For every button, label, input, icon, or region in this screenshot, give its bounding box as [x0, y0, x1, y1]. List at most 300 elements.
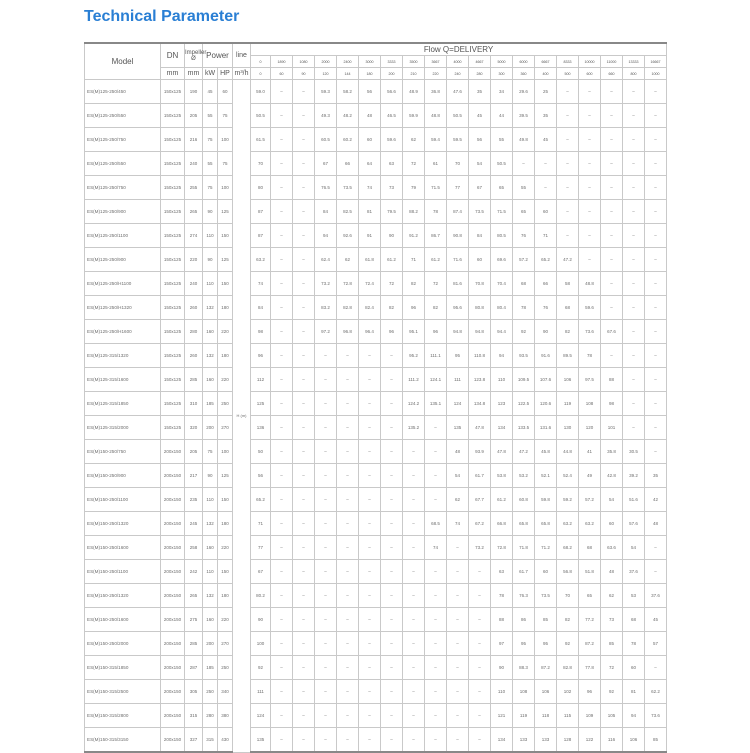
head-value-cell: – [623, 152, 645, 176]
head-value-cell: 94 [491, 344, 513, 368]
head-value-cell: – [469, 560, 491, 584]
head-value-cell: 97 [491, 632, 513, 656]
head-value-cell: – [315, 536, 337, 560]
head-value-cell: – [271, 176, 293, 200]
head-value-cell: 61.5 [251, 128, 271, 152]
kw-cell: 160 [203, 608, 218, 632]
flow-m3h-cell: 13333 [623, 56, 645, 68]
head-value-cell: 87.2 [535, 656, 557, 680]
head-value-cell: 60.5 [315, 128, 337, 152]
head-value-cell: – [601, 248, 623, 272]
kw-cell: 110 [203, 272, 218, 296]
impeller-cell: 240 [185, 272, 203, 296]
head-value-cell: 82 [403, 272, 425, 296]
head-value-cell: 118 [535, 704, 557, 728]
head-value-cell: 72.8 [337, 272, 359, 296]
table-row [85, 80, 667, 104]
head-value-cell: 116 [601, 728, 623, 753]
table-row [85, 200, 667, 224]
table-row [85, 248, 667, 272]
flow-m3h-cell: 1890 [271, 56, 293, 68]
model-cell: ES(M)125-250/H1100 [85, 272, 161, 296]
dn-cell: 150x125 [161, 176, 185, 200]
head-value-cell: – [447, 584, 469, 608]
dn-cell: 200x150 [161, 704, 185, 728]
head-value-cell: 39.5 [513, 104, 535, 128]
flow-ls-cell: 180 [359, 68, 381, 80]
head-value-cell: – [293, 584, 315, 608]
head-value-cell: – [425, 608, 447, 632]
head-value-cell: 48.8 [425, 104, 447, 128]
unit-hp: HP [218, 68, 233, 80]
head-value-cell: 61.7 [469, 464, 491, 488]
head-value-cell: – [315, 728, 337, 753]
head-value-cell: – [337, 512, 359, 536]
head-value-cell: – [645, 128, 667, 152]
head-value-cell: – [293, 656, 315, 680]
head-value-cell: 90 [251, 608, 271, 632]
head-value-cell: – [469, 656, 491, 680]
head-value-cell: 62.4 [315, 248, 337, 272]
head-value-cell: – [359, 368, 381, 392]
head-value-cell: – [381, 584, 403, 608]
head-value-cell: 48 [645, 512, 667, 536]
head-value-cell: – [359, 344, 381, 368]
impeller-cell: 327 [185, 728, 203, 753]
head-value-cell: 87 [251, 200, 271, 224]
hp-cell: 180 [218, 344, 233, 368]
head-value-cell: – [293, 344, 315, 368]
head-value-cell: – [403, 464, 425, 488]
impeller-cell: 285 [185, 632, 203, 656]
head-value-cell: 67.7 [469, 488, 491, 512]
head-value-cell: – [579, 176, 601, 200]
head-value-cell: 71.8 [513, 536, 535, 560]
kw-cell: 132 [203, 512, 218, 536]
flow-ls-row [85, 68, 667, 80]
head-value-cell: 62 [601, 584, 623, 608]
hp-cell: 380 [218, 704, 233, 728]
head-value-cell: 61 [425, 152, 447, 176]
head-value-cell: 122 [579, 728, 601, 753]
head-value-cell: – [359, 536, 381, 560]
head-value-cell: – [601, 224, 623, 248]
head-value-cell: 95.6 [447, 296, 469, 320]
head-value-cell: – [557, 104, 579, 128]
hp-cell: 60 [218, 80, 233, 104]
impeller-cell: 235 [185, 488, 203, 512]
hp-cell: 180 [218, 584, 233, 608]
head-value-cell: – [293, 608, 315, 632]
model-cell: ES(M)125-250/H1600 [85, 320, 161, 344]
flow-ls-cell: 400 [535, 68, 557, 80]
table-row [85, 488, 667, 512]
dn-cell: 200x150 [161, 584, 185, 608]
hp-cell: 220 [218, 536, 233, 560]
head-value-cell: 86.7 [425, 224, 447, 248]
model-cell: ES(M)150-315/3150 [85, 728, 161, 753]
dn-cell: 200x150 [161, 512, 185, 536]
head-value-cell: 61.7 [513, 560, 535, 584]
head-value-cell: – [271, 320, 293, 344]
head-value-cell: – [469, 728, 491, 753]
head-value-cell: – [447, 632, 469, 656]
head-value-cell: – [337, 464, 359, 488]
head-value-cell: – [513, 152, 535, 176]
head-value-cell: – [337, 440, 359, 464]
head-value-cell: – [271, 560, 293, 584]
head-value-cell: 92.6 [337, 224, 359, 248]
table-row [85, 152, 667, 176]
head-value-cell: 29.6 [513, 80, 535, 104]
flow-m3h-cell: 10000 [579, 56, 601, 68]
head-unit-cell: H (m) [233, 80, 251, 753]
head-value-cell: – [293, 152, 315, 176]
head-value-cell: – [293, 368, 315, 392]
head-value-cell: 88.2 [403, 200, 425, 224]
head-value-cell: 84 [469, 224, 491, 248]
head-value-cell: 131.6 [535, 416, 557, 440]
kw-cell: 280 [203, 704, 218, 728]
head-value-cell: – [381, 632, 403, 656]
head-value-cell: 110.8 [469, 344, 491, 368]
kw-cell: 110 [203, 488, 218, 512]
kw-cell: 160 [203, 536, 218, 560]
head-value-cell: – [425, 728, 447, 753]
head-value-cell: 95 [535, 632, 557, 656]
head-value-cell: – [337, 608, 359, 632]
head-value-cell: – [271, 104, 293, 128]
impeller-cell: 217 [185, 464, 203, 488]
dn-cell: 200x150 [161, 440, 185, 464]
head-value-cell: – [469, 608, 491, 632]
head-value-cell: – [271, 248, 293, 272]
head-value-cell: – [623, 80, 645, 104]
head-value-cell: – [601, 272, 623, 296]
model-cell: ES(M)150-250/1100 [85, 560, 161, 584]
head-value-cell: 109.5 [513, 368, 535, 392]
flow-m3h-cell: 16667 [645, 56, 667, 68]
head-value-cell: – [271, 704, 293, 728]
head-value-cell: 76.5 [315, 176, 337, 200]
impeller-cell: 216 [185, 128, 203, 152]
head-value-cell: 45 [535, 128, 557, 152]
head-value-cell: 25 [535, 80, 557, 104]
head-value-cell: 54 [469, 152, 491, 176]
model-cell: ES(M)125-250/450 [85, 80, 161, 104]
head-value-cell: 80 [251, 176, 271, 200]
head-value-cell: 65 [513, 200, 535, 224]
head-value-cell: 53 [623, 584, 645, 608]
head-value-cell: – [645, 344, 667, 368]
head-value-cell: – [337, 536, 359, 560]
head-value-cell: 72.4 [359, 272, 381, 296]
flow-m3h-cell: 8333 [557, 56, 579, 68]
head-value-cell: – [359, 560, 381, 584]
head-value-cell: 48 [601, 560, 623, 584]
head-value-cell: – [447, 656, 469, 680]
table-row [85, 272, 667, 296]
line-header: line [233, 43, 251, 68]
head-value-cell: 82.4 [359, 296, 381, 320]
head-value-cell: 60.8 [513, 488, 535, 512]
hp-cell: 125 [218, 248, 233, 272]
head-value-cell: 108 [579, 392, 601, 416]
head-value-cell: 122.5 [513, 392, 535, 416]
head-value-cell: 35 [535, 104, 557, 128]
head-value-cell: 63 [491, 560, 513, 584]
dn-cell: 150x125 [161, 80, 185, 104]
head-value-cell: – [447, 704, 469, 728]
model-cell: ES(M)125-250/750 [85, 128, 161, 152]
head-value-cell: – [337, 344, 359, 368]
head-value-cell: 58.2 [337, 80, 359, 104]
head-value-cell: – [645, 224, 667, 248]
head-value-cell: 81 [623, 680, 645, 704]
head-value-cell: 98 [251, 320, 271, 344]
head-value-cell: 111.2 [403, 368, 425, 392]
flow-ls-cell: 60 [271, 68, 293, 80]
head-value-cell: – [315, 704, 337, 728]
head-value-cell: – [337, 704, 359, 728]
head-value-cell: 42 [645, 488, 667, 512]
head-value-cell: – [645, 176, 667, 200]
kw-cell: 315 [203, 728, 218, 753]
impeller-cell: 280 [185, 320, 203, 344]
model-cell: ES(M)125-315/1850 [85, 392, 161, 416]
head-value-cell: 52.4 [557, 464, 579, 488]
table-row [85, 104, 667, 128]
head-value-cell: – [469, 632, 491, 656]
head-value-cell: – [293, 536, 315, 560]
head-value-cell: – [403, 512, 425, 536]
hp-cell: 220 [218, 368, 233, 392]
hp-cell: 150 [218, 488, 233, 512]
kw-cell: 110 [203, 224, 218, 248]
head-value-cell: 61.2 [381, 248, 403, 272]
head-value-cell: – [337, 368, 359, 392]
head-value-cell: – [645, 296, 667, 320]
head-value-cell: 89.5 [557, 344, 579, 368]
head-value-cell: 65.8 [513, 512, 535, 536]
hp-cell: 100 [218, 176, 233, 200]
head-value-cell: – [381, 368, 403, 392]
head-value-cell: 50.5 [251, 104, 271, 128]
head-value-cell: 51.6 [623, 488, 645, 512]
head-value-cell: – [447, 560, 469, 584]
head-value-cell: 66 [337, 152, 359, 176]
impeller-cell: 275 [185, 608, 203, 632]
impeller-cell: 320 [185, 416, 203, 440]
head-value-cell: – [425, 440, 447, 464]
head-value-cell: 68 [579, 536, 601, 560]
head-value-cell: – [293, 128, 315, 152]
head-value-cell: 60 [623, 656, 645, 680]
head-value-cell: – [425, 680, 447, 704]
head-value-cell: 92 [513, 320, 535, 344]
head-value-cell: 78 [425, 200, 447, 224]
head-value-cell: 82.8 [337, 296, 359, 320]
impeller-cell: 245 [185, 512, 203, 536]
page-title: Technical Parameter [84, 8, 240, 25]
table-row [85, 512, 667, 536]
head-value-cell: – [623, 104, 645, 128]
head-value-cell: – [645, 392, 667, 416]
head-value-cell: 135 [447, 416, 469, 440]
head-value-cell: 61.2 [425, 248, 447, 272]
head-value-cell: – [601, 296, 623, 320]
head-value-cell: – [425, 704, 447, 728]
dn-cell: 150x125 [161, 128, 185, 152]
head-value-cell: – [315, 440, 337, 464]
kw-cell: 90 [203, 248, 218, 272]
head-value-cell: 124 [251, 704, 271, 728]
head-value-cell: – [293, 512, 315, 536]
head-value-cell: – [293, 632, 315, 656]
dn-cell: 200x150 [161, 680, 185, 704]
head-value-cell: – [271, 680, 293, 704]
head-value-cell: – [359, 632, 381, 656]
head-value-cell: – [271, 728, 293, 753]
head-value-cell: 37.6 [623, 560, 645, 584]
head-value-cell: – [315, 512, 337, 536]
head-value-cell: – [359, 488, 381, 512]
head-value-cell: 59.2 [557, 488, 579, 512]
head-value-cell: 58 [557, 272, 579, 296]
head-value-cell: 120.6 [535, 392, 557, 416]
head-value-cell: – [601, 344, 623, 368]
flow-m3h-cell: 3500 [403, 56, 425, 68]
dn-cell: 150x125 [161, 392, 185, 416]
head-value-cell: 96.8 [337, 320, 359, 344]
head-value-cell: 95 [447, 344, 469, 368]
dn-cell: 150x125 [161, 200, 185, 224]
head-value-cell: – [403, 560, 425, 584]
head-value-cell: 50.5 [491, 152, 513, 176]
head-value-cell: – [381, 416, 403, 440]
head-value-cell: – [271, 368, 293, 392]
head-value-cell: – [315, 608, 337, 632]
head-value-cell: – [645, 320, 667, 344]
head-value-cell: 78 [491, 584, 513, 608]
head-value-cell: 56.8 [557, 560, 579, 584]
head-value-cell: 44.8 [557, 440, 579, 464]
head-value-cell: – [579, 80, 601, 104]
hp-cell: 270 [218, 632, 233, 656]
head-value-cell: – [271, 344, 293, 368]
head-value-cell: – [645, 440, 667, 464]
head-value-cell: – [447, 536, 469, 560]
head-value-cell: 60 [601, 512, 623, 536]
impeller-cell: 260 [185, 296, 203, 320]
head-value-cell: 73 [381, 176, 403, 200]
hp-cell: 180 [218, 296, 233, 320]
head-value-cell: 60 [359, 128, 381, 152]
head-value-cell: 47.8 [469, 416, 491, 440]
head-value-cell: – [623, 320, 645, 344]
head-value-cell: 72 [601, 656, 623, 680]
flow-ls-cell: 210 [403, 68, 425, 80]
head-value-cell: 60.2 [337, 128, 359, 152]
head-value-cell: 96 [579, 680, 601, 704]
head-value-cell: – [271, 440, 293, 464]
head-value-cell: 108 [513, 680, 535, 704]
flow-m3h-cell: 0 [251, 56, 271, 68]
head-value-cell: – [293, 296, 315, 320]
head-value-cell: – [359, 416, 381, 440]
head-value-cell: 135.1 [425, 392, 447, 416]
head-value-cell: – [381, 440, 403, 464]
head-value-cell: – [315, 464, 337, 488]
impeller-cell: 205 [185, 104, 203, 128]
head-value-cell: – [579, 152, 601, 176]
head-value-cell: 84 [315, 200, 337, 224]
head-value-cell: 87.4 [447, 200, 469, 224]
flow-m3h-cell: 11000 [601, 56, 623, 68]
head-value-cell: – [337, 632, 359, 656]
head-value-cell: – [623, 224, 645, 248]
head-value-cell: – [381, 728, 403, 753]
head-value-cell: – [557, 128, 579, 152]
impeller-cell: 240 [185, 152, 203, 176]
hp-cell: 125 [218, 200, 233, 224]
head-value-cell: 96 [425, 320, 447, 344]
dn-cell: 200x150 [161, 488, 185, 512]
head-value-cell: – [425, 488, 447, 512]
head-value-cell: – [403, 632, 425, 656]
table-row [85, 632, 667, 656]
head-value-cell: – [271, 200, 293, 224]
model-cell: ES(M)150-250/750 [85, 440, 161, 464]
head-value-cell: – [293, 560, 315, 584]
head-value-cell: 74 [447, 512, 469, 536]
head-value-cell: – [271, 392, 293, 416]
head-value-cell: 68 [557, 296, 579, 320]
head-value-cell: 77 [251, 536, 271, 560]
head-value-cell: – [535, 152, 557, 176]
head-value-cell: 123.8 [469, 368, 491, 392]
head-value-cell: 56.6 [381, 80, 403, 104]
head-value-cell: – [425, 416, 447, 440]
head-value-cell: 115 [557, 704, 579, 728]
head-value-cell: – [645, 200, 667, 224]
head-value-cell: 95 [513, 632, 535, 656]
head-value-cell: 85 [535, 608, 557, 632]
head-value-cell: – [447, 728, 469, 753]
head-value-cell: – [271, 536, 293, 560]
impeller-cell: 310 [185, 392, 203, 416]
head-value-cell: – [315, 680, 337, 704]
kw-cell: 132 [203, 584, 218, 608]
head-value-cell: 63.6 [601, 536, 623, 560]
model-cell: ES(M)150-315/2800 [85, 704, 161, 728]
head-value-cell: 94.8 [469, 320, 491, 344]
model-cell: ES(M)125-250/1100 [85, 224, 161, 248]
flow-ls-cell: 300 [491, 68, 513, 80]
head-value-cell: 135.2 [403, 416, 425, 440]
model-cell: ES(M)150-315/1850 [85, 656, 161, 680]
head-value-cell: 93.9 [469, 440, 491, 464]
head-value-cell: 94.8 [447, 320, 469, 344]
head-value-cell: 119 [557, 392, 579, 416]
flow-ls-cell: 500 [557, 68, 579, 80]
head-value-cell: 97.5 [579, 368, 601, 392]
head-value-cell: 67.6 [601, 320, 623, 344]
head-value-cell: 124.2 [403, 392, 425, 416]
head-value-cell: 47.2 [557, 248, 579, 272]
head-value-cell: – [359, 392, 381, 416]
head-value-cell: 62 [447, 488, 469, 512]
